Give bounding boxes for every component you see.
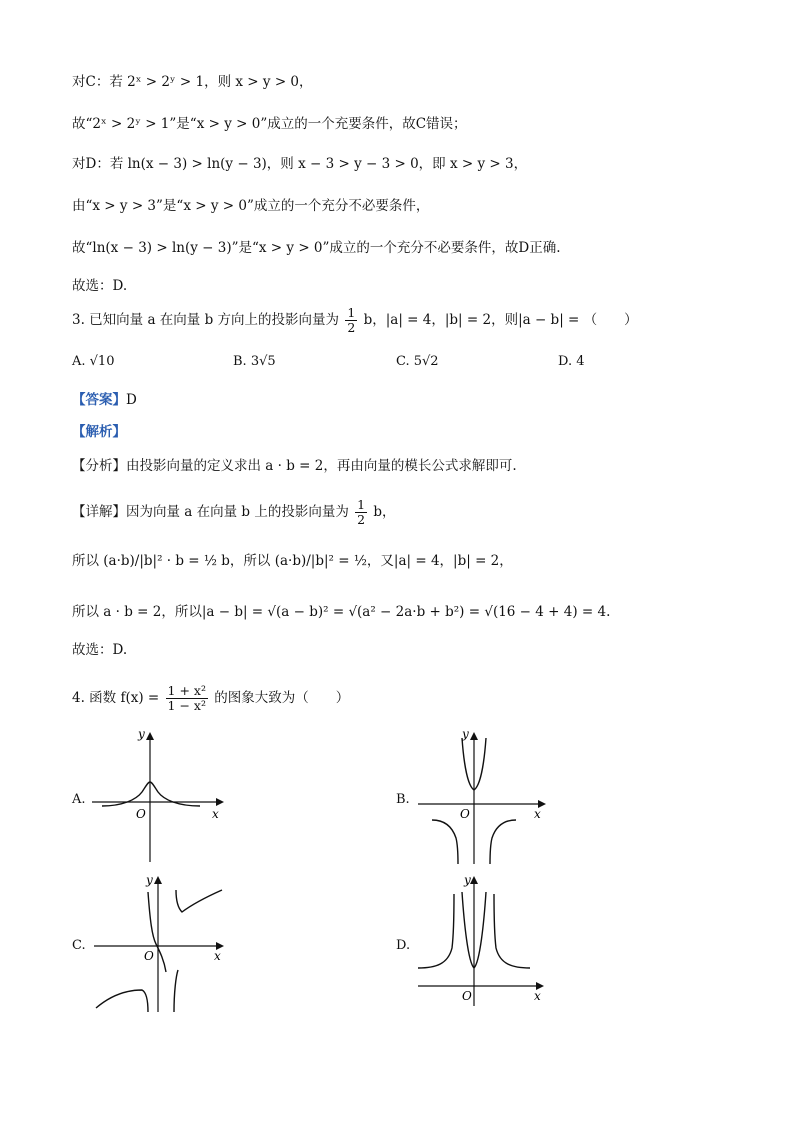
- detail-frac-den: 2: [357, 512, 366, 527]
- q3-step-1: 所以 (a·b)/|b|² · b = ½ b，所以 (a·b)/|b|² = ½，又|a| = 4，|b| = 2，: [72, 553, 513, 569]
- text-line-4: 由“x > y > 3”是“x > y > 0”成立的一个充分不必要条件，: [72, 198, 430, 214]
- q3-stem: [72, 306, 638, 335]
- graph-a-x-arrow: [216, 798, 224, 806]
- q3-detail-line: [72, 498, 396, 527]
- text-line-1: 对C：若 2ˣ > 2ʸ > 1，则 x > y > 0，: [72, 74, 313, 90]
- q3-step-2: 所以 a · b = 2，所以|a − b| = √(a − b)² = √(a² − 2a·b + b²) = √(16 − 4 + 4) = 4.: [72, 604, 611, 620]
- graph-b-origin: O: [460, 807, 470, 821]
- graph-d-curve-left: [418, 894, 454, 968]
- q4-graph-d: [414, 872, 554, 1012]
- text-line-6: 故选：D.: [72, 278, 128, 294]
- q3-option-d: D. 4: [558, 354, 585, 369]
- q3-analysis-line: [72, 422, 126, 442]
- graph-b-x-label: x: [534, 807, 541, 821]
- graph-c-curve-left: [96, 990, 148, 1012]
- graph-d-y-label: y: [464, 873, 471, 887]
- q4-stem-after: 的图象大致为（ ）: [214, 690, 350, 706]
- q4-graph-b: [414, 726, 554, 868]
- analysis-tag: 【解析】: [72, 424, 126, 440]
- graph-b-y-label: y: [462, 727, 469, 741]
- fenxi-text: 由投影向量的定义求出 a · b = 2，再由向量的模长公式求解即可.: [126, 458, 517, 474]
- graph-a-y-arrow: [146, 732, 154, 740]
- q4-label-a: A.: [72, 792, 86, 807]
- q3-stem-after: b，|a| = 4，|b| = 2，则|a − b| = （ ）: [363, 312, 638, 328]
- detail-fraction: [355, 498, 367, 527]
- graph-b-y-arrow: [470, 732, 478, 740]
- graph-d-curve-right: [494, 894, 530, 968]
- q4-graph-a: [88, 728, 228, 868]
- detail-tag: 【详解】: [72, 504, 126, 520]
- q3-option-c: C. 5√2: [396, 354, 439, 369]
- graph-a-y-label: y: [138, 727, 145, 741]
- graph-d-origin: O: [462, 989, 472, 1003]
- q3-frac-num: 1: [347, 305, 356, 320]
- q3-stem-before: 3. 已知向量 a 在向量 b 方向上的投影向量为: [72, 312, 340, 328]
- q4-label-b: B.: [396, 792, 410, 807]
- q3-option-b: B. 3√5: [233, 354, 276, 369]
- answer-tag: 【答案】: [72, 392, 126, 408]
- fenxi-tag: 【分析】: [72, 458, 126, 474]
- graph-d-y-arrow: [470, 876, 478, 884]
- text-line-3: 对D：若 ln(x − 3) > ln(y − 3)，则 x − 3 > y − 3 > 0，即 x > y > 3，: [72, 156, 528, 172]
- detail-frac-num: 1: [357, 497, 366, 512]
- q3-fraction: [345, 306, 357, 335]
- graph-c-curve-lower-right: [174, 970, 178, 1012]
- graph-c-y-arrow: [154, 876, 162, 884]
- text-line-5: 故“ln(x − 3) > ln(y − 3)”是“x > y > 0”成立的一个充分不必要条件，故D正确.: [72, 240, 561, 256]
- graph-b-curve-right: [490, 820, 516, 864]
- q4-fraction: [166, 684, 208, 713]
- graph-b-curve-left: [432, 820, 458, 864]
- graph-a-x-label: x: [212, 807, 219, 821]
- text-line-2: 故“2ˣ > 2ʸ > 1”是“x > y > 0”成立的一个充要条件，故C错误；: [72, 116, 467, 132]
- graph-a-origin: O: [136, 807, 146, 821]
- q4-graph-c: [90, 872, 230, 1014]
- detail-text: 因为向量 a 在向量 b 上的投影向量为: [126, 504, 349, 520]
- detail-text-end: b，: [373, 504, 396, 520]
- q3-choose: 故选：D.: [72, 642, 128, 658]
- graph-c-origin: O: [144, 949, 154, 963]
- graph-d-x-label: x: [534, 989, 541, 1003]
- q4-stem: [72, 684, 349, 713]
- graph-c-y-label: y: [146, 873, 153, 887]
- graph-c-x-label: x: [214, 949, 221, 963]
- q4-label-d: D.: [396, 938, 411, 953]
- q4-stem-before: 4. 函数 f(x) =: [72, 690, 160, 706]
- q4-label-c: C.: [72, 938, 86, 953]
- q3-frac-den: 2: [347, 320, 356, 335]
- q3-option-a: A. √10: [72, 354, 115, 369]
- graph-c-curve-upper-right: [176, 890, 222, 912]
- q3-fenxi-line: [72, 456, 517, 476]
- answer-value: D: [126, 392, 137, 408]
- q3-answer-line: [72, 390, 137, 410]
- q4-frac-num: 1 + x²: [167, 683, 206, 698]
- q4-frac-den: 1 − x²: [167, 698, 206, 713]
